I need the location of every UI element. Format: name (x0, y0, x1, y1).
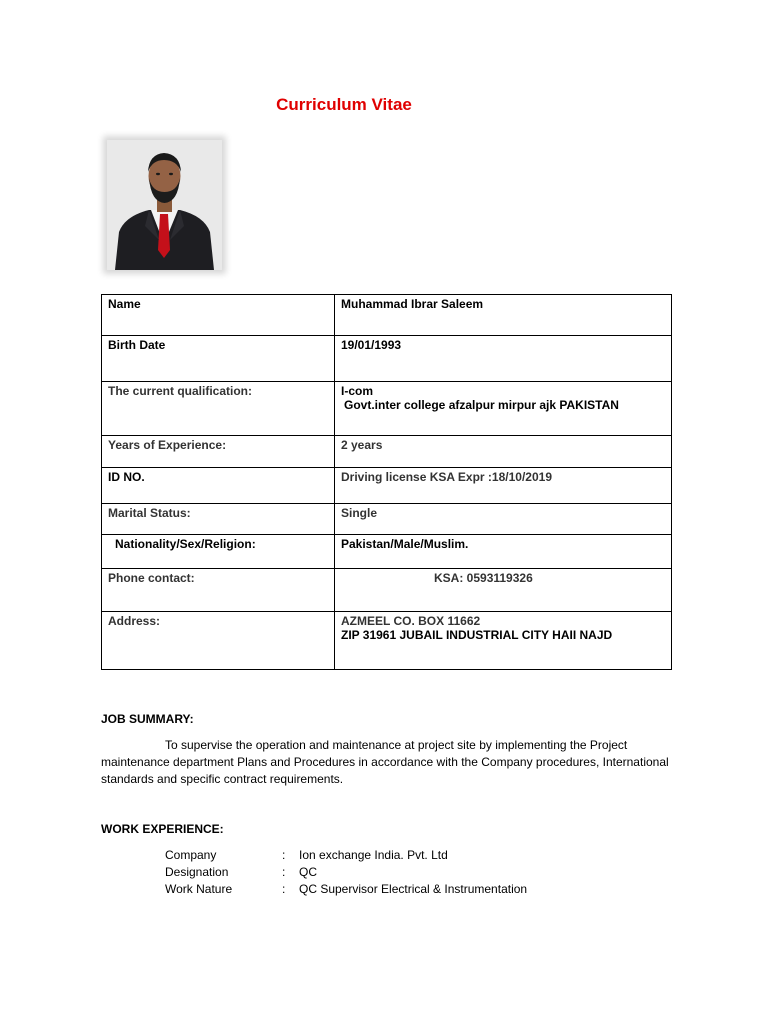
work-nature-value: QC Supervisor Electrical & Instrumentation (299, 882, 528, 896)
table-row (102, 612, 672, 670)
phone-cell (335, 569, 672, 612)
qualification-degree: I-com (341, 384, 374, 398)
table-row (102, 504, 672, 535)
qualification-value (335, 382, 672, 436)
experience-years-label: Years of Experience: (102, 436, 335, 468)
separator: : (282, 865, 286, 879)
address-line-2: ZIP 31961 JUBAIL INDUSTRIAL CITY HAII NAJD (341, 628, 613, 642)
birth-date-label: Birth Date (102, 336, 335, 382)
profile-photo (107, 140, 222, 270)
nationality-value: Pakistan/Male/Muslim. (335, 535, 672, 569)
phone-label: Phone contact: (102, 569, 335, 612)
marital-status-label: Marital Status: (102, 504, 335, 535)
birth-date-value: 19/01/1993 (335, 336, 672, 382)
list-item (165, 881, 527, 898)
marital-status-value: Single (335, 504, 672, 535)
address-label: Address: (102, 612, 335, 670)
company-value: Ion exchange India. Pvt. Ltd (299, 848, 448, 862)
phone-value: KSA: 0593119326 (434, 571, 533, 585)
separator: : (282, 882, 286, 896)
designation-value: QC (299, 865, 317, 879)
name-value: Muhammad Ibrar Saleem (335, 295, 672, 336)
table-row (102, 535, 672, 569)
table-row (102, 336, 672, 382)
id-label: ID NO. (102, 468, 335, 504)
job-summary-body: To supervise the operation and maintenance at project site by implementing the Project maintenance department Plans and Procedures in accordance with the Company procedures, International standards and specific contract requirements. (101, 738, 669, 786)
table-row (102, 436, 672, 468)
experience-years-value: 2 years (335, 436, 672, 468)
work-experience-heading: WORK EXPERIENCE: (101, 822, 224, 836)
company-label: Company (165, 848, 217, 862)
qualification-college: Govt.inter college afzalpur mirpur ajk PAKISTAN (344, 398, 619, 412)
table-row (102, 468, 672, 504)
table-row (102, 569, 672, 612)
table-row (102, 295, 672, 336)
separator: : (282, 848, 286, 862)
table-row (102, 382, 672, 436)
page-title: Curriculum Vitae (276, 95, 412, 114)
name-label: Name (102, 295, 335, 336)
nationality-label: Nationality/Sex/Religion: (102, 535, 335, 569)
job-summary-heading: JOB SUMMARY: (101, 712, 194, 726)
personal-info-table (101, 294, 672, 670)
list-item (165, 847, 527, 864)
qualification-label: The current qualification: (102, 382, 335, 436)
address-value (335, 612, 672, 670)
work-experience-list (165, 847, 527, 898)
designation-label: Designation (165, 865, 229, 879)
list-item (165, 864, 527, 881)
work-nature-label: Work Nature (165, 882, 233, 896)
id-value: Driving license KSA Expr :18/10/2019 (335, 468, 672, 504)
address-line-1: AZMEEL CO. BOX 11662 (341, 614, 481, 628)
job-summary-text (101, 737, 671, 788)
